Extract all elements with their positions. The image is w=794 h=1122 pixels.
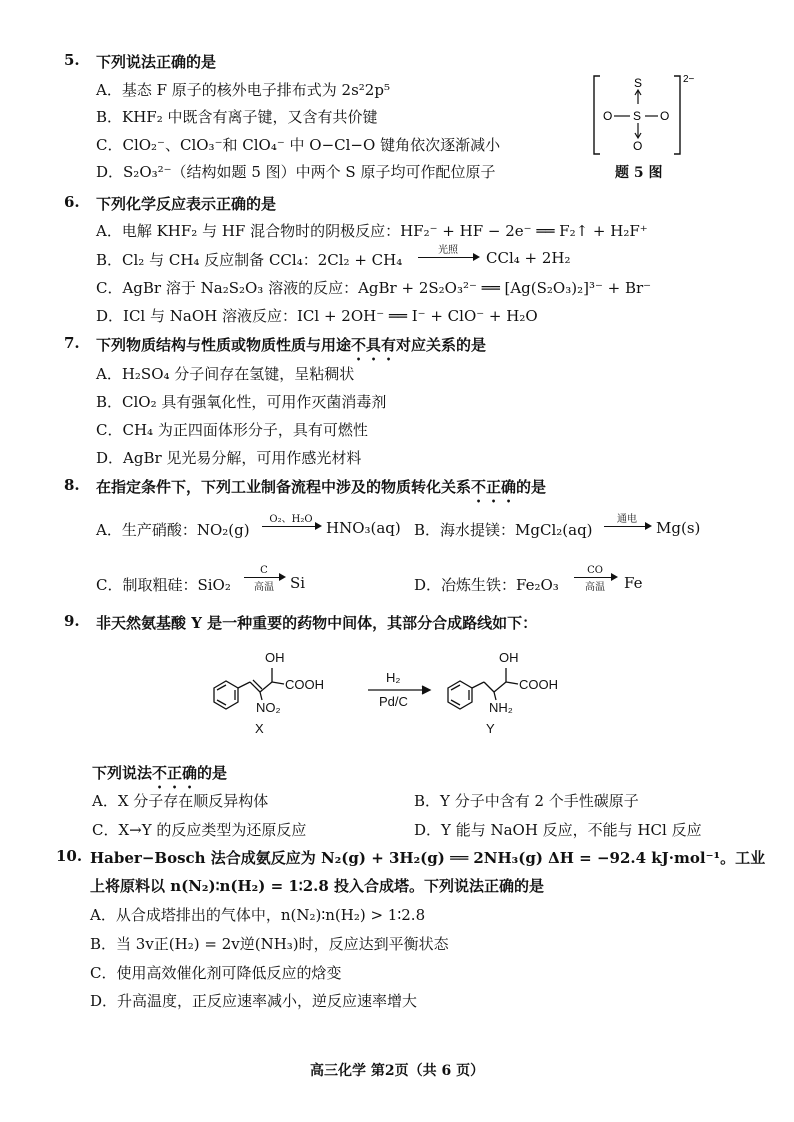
q9-stem: 非天然氨基酸 Y 是一种重要的药物中间体，其部分合成路线如下： (96, 614, 538, 632)
y-nh2-label: NH₂ (489, 700, 513, 715)
q9-number: 9. (64, 612, 80, 630)
page-footer: 高三化学 第2页（共 6 页） (310, 1063, 485, 1079)
q10-option-a: A．从合成塔排出的气体中，n(N₂)∶n(H₂) > 1∶2.8 (90, 906, 426, 924)
q6-number: 6. (64, 193, 80, 211)
q9-option-d: D．Y 能与 NaOH 反应，不能与 HCl 反应 (414, 821, 702, 839)
q6-b-condition: 光照 (438, 245, 458, 256)
q5-option-d: D．S₂O₃²⁻（结构如题 5 图）中两个 S 原子均可作配位原子 (96, 163, 496, 181)
q8-a-arrow (262, 510, 320, 527)
q8-option-a-right: HNO₃(aq) (326, 519, 401, 537)
q8-d-condition-top: CO (587, 565, 603, 576)
q8-option-b-right: Mg(s) (656, 519, 701, 537)
q9-option-c: C．X→Y 的反应类型为还原反应 (92, 821, 307, 839)
q9-emphasis: 不正确 (152, 764, 198, 782)
reagent-pdc: Pd/C (379, 694, 408, 709)
q8-emphasis: 不正确 (471, 478, 517, 496)
q7-emphasis: 不具有 (351, 336, 397, 354)
q8-option-d-left: D．冶炼生铁：Fe₂O₃ (414, 576, 559, 594)
q5-figure-caption: 题 5 图 (615, 165, 663, 181)
q8-c-condition-top: C (260, 565, 268, 576)
q9-option-b: B．Y 分子中含有 2 个手性碳原子 (414, 792, 639, 810)
q5-option-b: B．KHF₂ 中既含有离子键，又含有共价键 (96, 108, 378, 126)
q5-number: 5. (64, 51, 80, 69)
q8-stem: 在指定条件下，下列工业制备流程中涉及的物质转化关系不正确的是 (96, 478, 547, 496)
q10-option-d: D．升高温度，正反应速率减小，逆反应速率增大 (90, 992, 418, 1010)
q6-option-b-left: B．Cl₂ 与 CH₄ 反应制备 CCl₄：2Cl₂ + CH₄ (96, 251, 403, 269)
fig-atom-o-left: O (603, 109, 613, 123)
q10-line1: Haber−Bosch 法合成氨反应为 N₂(g) + 3H₂(g) ══ 2NH₃(g) ΔH = −92.4 kJ·mol⁻¹。工业 (90, 849, 766, 867)
q7-stem: 下列物质结构与性质或物质性质与用途不具有对应关系的是 (96, 336, 487, 354)
q6-option-c: C．AgBr 溶于 Na₂S₂O₃ 溶液的反应：AgBr + 2S₂O₃²⁻ ══ [Ag(S₂O₃)₂]³⁻ + Br⁻ (96, 279, 652, 297)
q8-d-condition-bottom: 高温 (585, 582, 605, 593)
x-oh-label: OH (265, 650, 285, 665)
q7-option-d: D．AgBr 见光易分解，可用作感光材料 (96, 449, 362, 467)
fig-atom-s-center: S (633, 109, 642, 123)
q10-line2: 上将原料以 n(N₂)∶n(H₂) = 1∶2.8 投入合成塔。下列说法正确的是 (90, 877, 545, 895)
q8-number: 8. (64, 476, 80, 494)
x-no2-label: NO₂ (256, 700, 281, 715)
q8-c-condition-bottom: 高温 (254, 582, 274, 593)
x-cooh-label: COOH (285, 677, 324, 692)
fig-charge: 2− (683, 74, 695, 85)
q6-option-d: D．ICl 与 NaOH 溶液反应：ICl + 2OH⁻ ══ I⁻ + ClO⁻ + H₂O (96, 307, 538, 325)
q8-option-c-right: Si (290, 574, 306, 592)
q8-option-c-left: C．制取粗硅：SiO₂ (96, 576, 231, 594)
q8-b-condition: 通电 (617, 514, 637, 525)
q7-option-c: C．CH₄ 为正四面体形分子，具有可燃性 (96, 421, 368, 439)
synthesis-scheme (196, 640, 616, 740)
q6-b-arrow (418, 241, 478, 258)
reagent-h2: H₂ (386, 670, 401, 685)
fig-atom-s-top: S (634, 76, 643, 90)
q8-c-arrow (244, 565, 284, 593)
y-oh-label: OH (499, 650, 519, 665)
q8-option-b-left: B．海水提镁：MgCl₂(aq) (414, 521, 593, 539)
q7-option-a: A．H₂SO₄ 分子间存在氢键，呈粘稠状 (96, 365, 355, 383)
q6-option-b-right: CCl₄ + 2H₂ (486, 249, 571, 267)
fig-atom-o-right: O (660, 109, 670, 123)
q8-a-condition: O₂、H₂O (269, 514, 313, 525)
q8-d-arrow (574, 565, 616, 593)
compound-y-label: Y (486, 721, 495, 736)
q6-option-a: A．电解 KHF₂ 与 HF 混合物时的阴极反应：HF₂⁻ + HF − 2e⁻ ══ F₂↑ + H₂F⁺ (96, 222, 648, 240)
q8-option-d-right: Fe (624, 574, 643, 592)
q8-option-a-left: A．生产硝酸：NO₂(g) (96, 521, 250, 539)
compound-x-label: X (255, 721, 264, 736)
q7-option-b: B．ClO₂ 具有强氧化性，可用作灭菌消毒剂 (96, 393, 387, 411)
q10-option-c: C．使用高效催化剂可降低反应的焓变 (90, 964, 342, 982)
q8-b-arrow (604, 510, 650, 527)
q5-option-c: C．ClO₂⁻、ClO₃⁻和 ClO₄⁻ 中 O−Cl−O 键角依次逐渐减小 (96, 136, 501, 154)
q5-stem: 下列说法正确的是 (96, 53, 217, 71)
q9-option-a: A．X 分子存在顺反异构体 (92, 792, 269, 810)
q6-stem: 下列化学反应表示正确的是 (96, 195, 277, 213)
q7-number: 7. (64, 334, 80, 352)
q10-number: 10. (56, 847, 83, 865)
q9-substem: 下列说法不正确的是 (92, 764, 228, 782)
y-cooh-label: COOH (519, 677, 558, 692)
q5-option-a: A．基态 F 原子的核外电子排布式为 2s²2p⁵ (96, 81, 390, 99)
thiosulfate-structure-figure (590, 70, 700, 160)
fig-atom-o-bottom: O (633, 139, 643, 153)
q10-option-b: B．当 3v正(H₂) = 2v逆(NH₃)时，反应达到平衡状态 (90, 935, 449, 953)
